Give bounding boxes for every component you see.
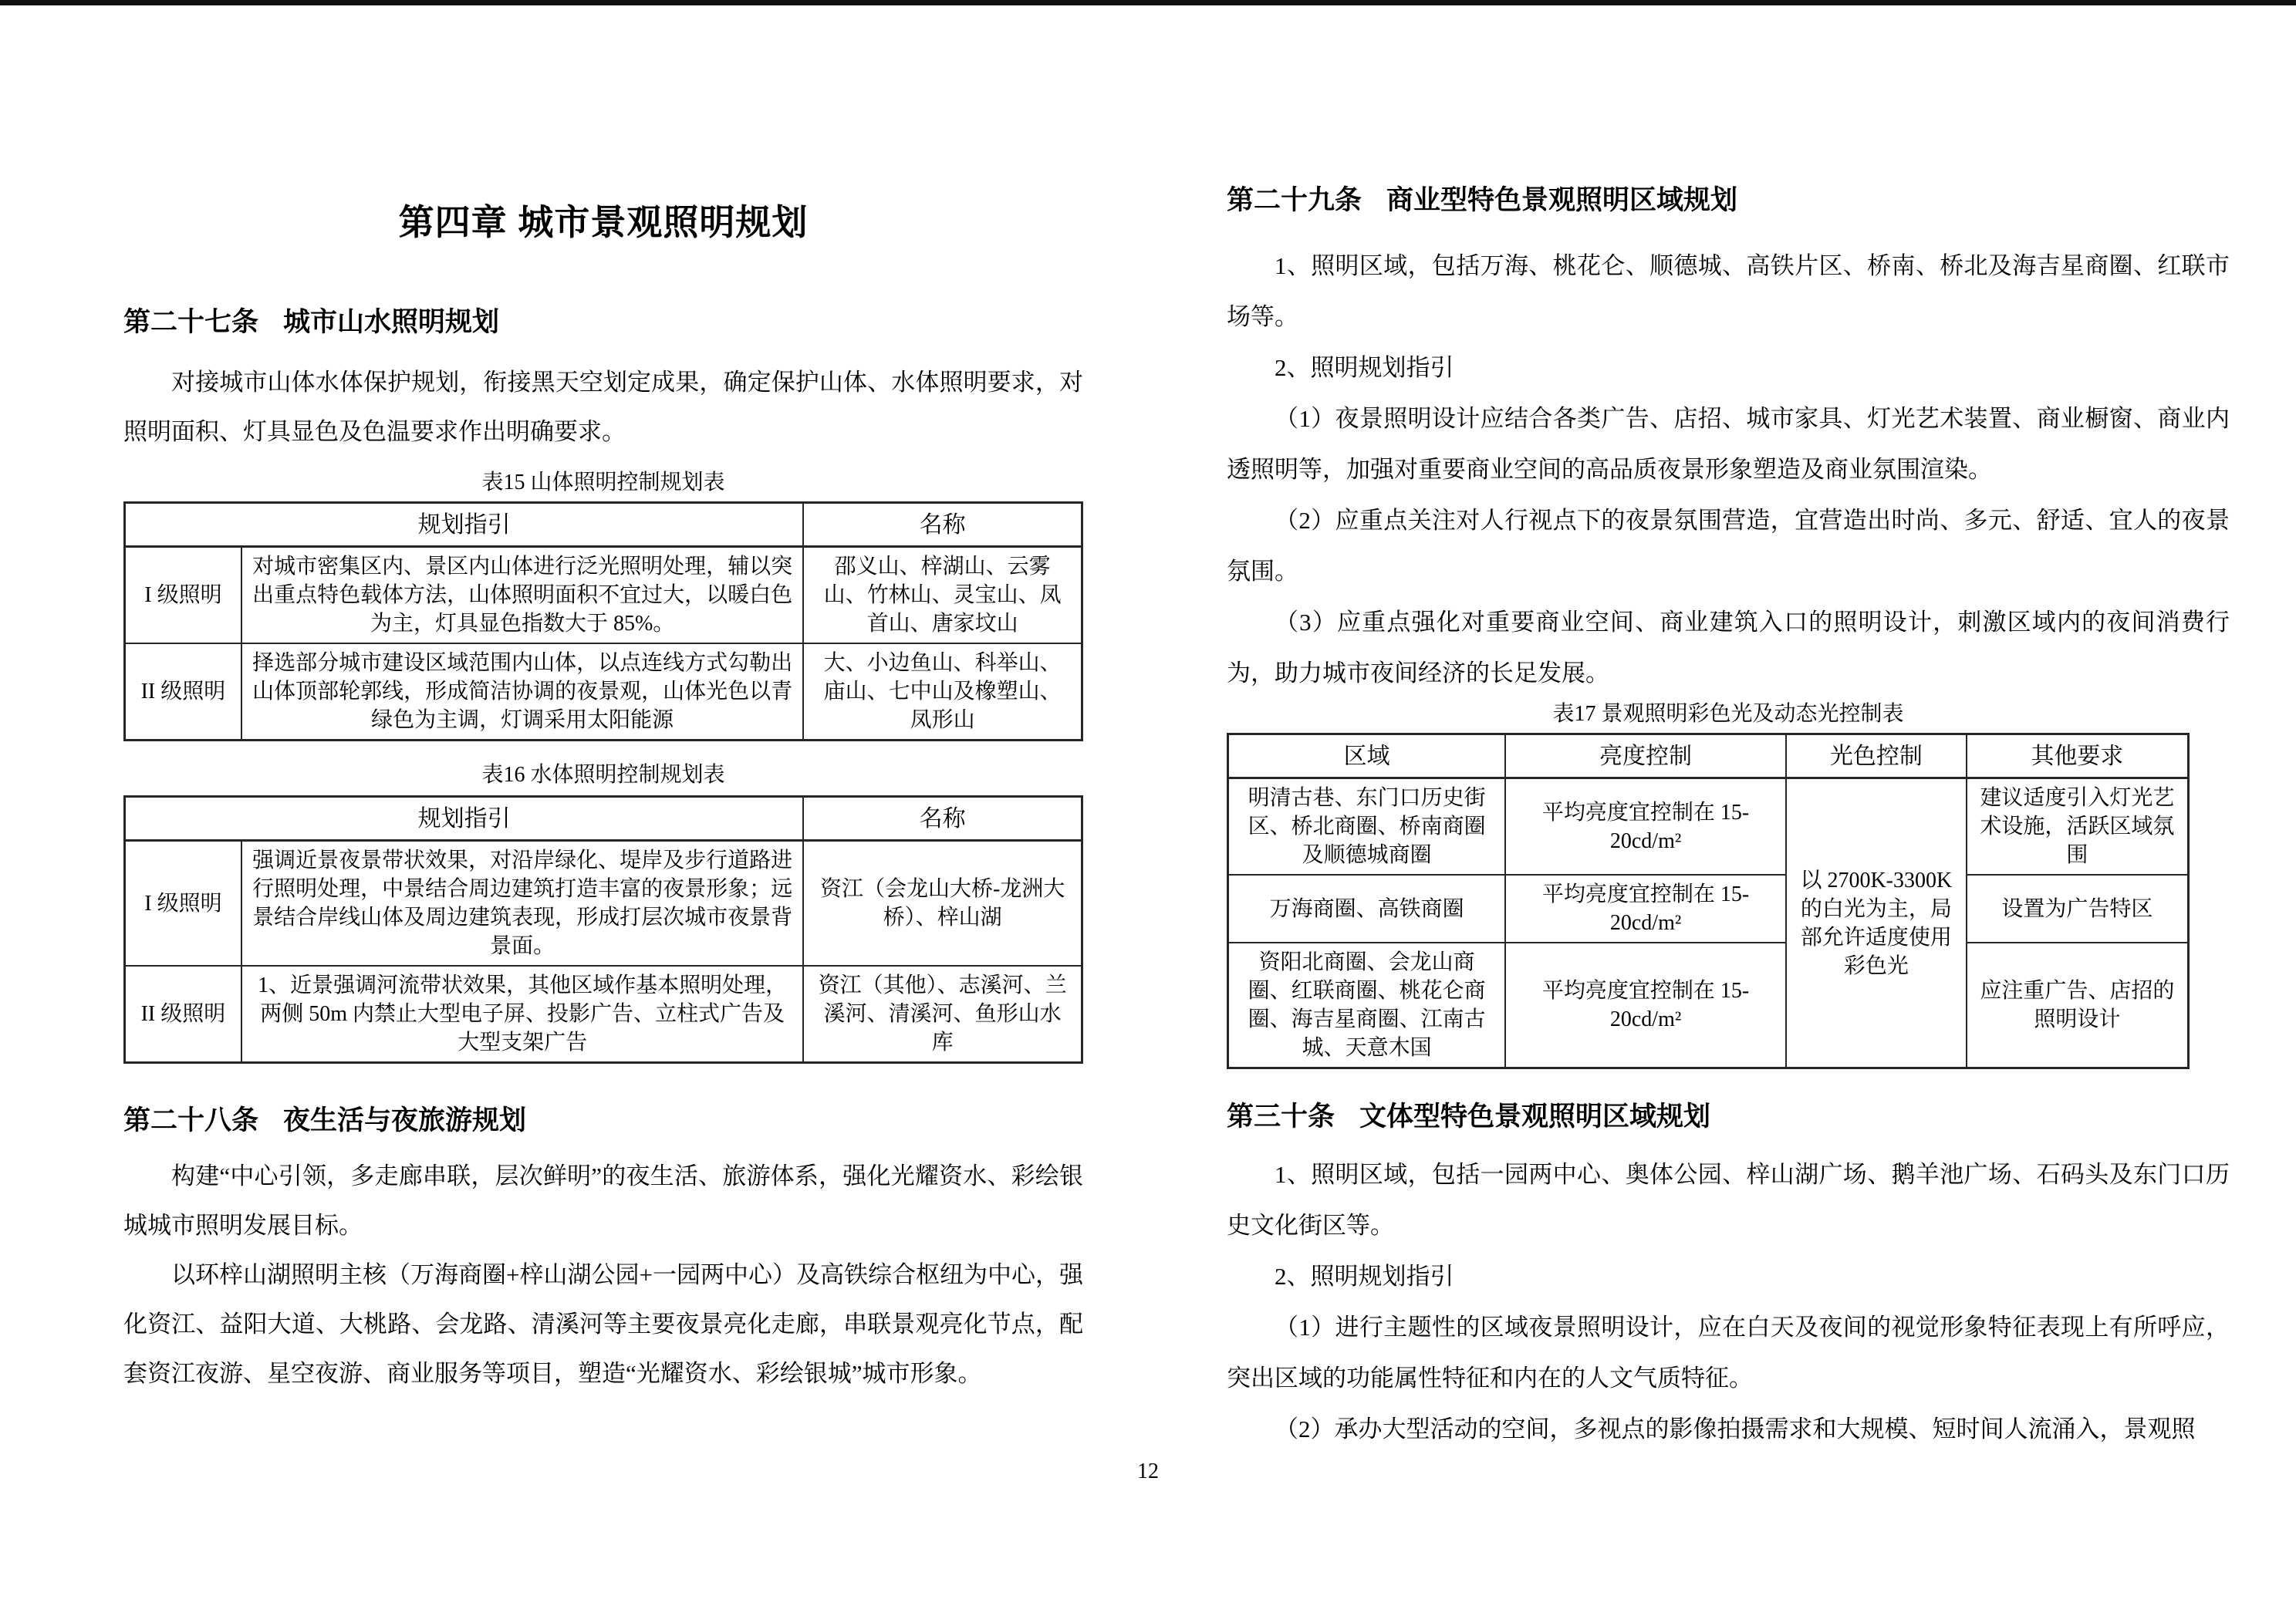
table-15-header-row bbox=[125, 503, 1082, 547]
table-row bbox=[1228, 778, 2189, 876]
section-30-heading bbox=[1227, 1100, 2230, 1134]
section-29-paragraph-5: （3）应重点强化对重要商业空间、商业建筑入口的照明设计，刺激区域内的夜间消费行为，助力城市夜间经济的长足发展。 bbox=[1227, 609, 2230, 687]
screenshot-top-edge bbox=[0, 0, 2296, 5]
table-15-header-guide: 规划指引 bbox=[125, 503, 804, 547]
table-15-row2-name: 大、小边鱼山、科举山、庙山、七中山及橡塑山、凤形山 bbox=[803, 643, 1082, 741]
table-15-row2-level: II 级照明 bbox=[125, 643, 241, 741]
table-17-row1-area: 明清古巷、东门口历史街区、桥北商圈、桥南商圈及顺德城商圈 bbox=[1228, 778, 1506, 876]
table-16-row1-guide: 强调近景夜景带状效果，对沿岸绿化、堤岸及步行道路进行照明处理，中景结合周边建筑打造丰富的夜景形象；远景结合岸线山体及周边建筑表现，形成打层次城市夜景背景面。 bbox=[241, 841, 803, 967]
table-16-row2-level: II 级照明 bbox=[125, 966, 241, 1063]
table-15-row1-name: 邵义山、梓湖山、云雾山、竹林山、灵宝山、凤首山、唐家坟山 bbox=[803, 547, 1082, 644]
section-30-paragraph-1: 1、照明区域，包括一园两中心、奥体公园、梓山湖广场、鹅羊池广场、石码头及东门口历史文化街区等。 bbox=[1227, 1161, 2230, 1239]
table-16-header-name: 名称 bbox=[803, 797, 1082, 841]
table-16-row1-level: I 级照明 bbox=[125, 841, 241, 967]
table-17-row2-area: 万海商圈、高铁商圈 bbox=[1228, 875, 1506, 943]
table-16-water-lighting bbox=[123, 795, 1083, 1064]
section-29-paragraph-3: （1）夜景照明设计应结合各类广告、店招、城市家具、灯光艺术装置、商业橱窗、商业内透照明等，加强对重要商业空间的高品质夜景形象塑造及商业氛围渲染。 bbox=[1227, 405, 2230, 483]
table-17-color-control-merged-cell: 以 2700K-3300K 的白光为主，局部允许适度使用彩色光 bbox=[1786, 778, 1967, 1068]
table-row bbox=[1228, 875, 2189, 943]
table-15-row1-level: I 级照明 bbox=[125, 547, 241, 644]
table-16-header-guide: 规划指引 bbox=[125, 797, 804, 841]
table-16-row1-name: 资江（会龙山大桥-龙洲大桥）、梓山湖 bbox=[803, 841, 1082, 967]
table-row bbox=[125, 966, 1082, 1063]
section-29-paragraph-2: 2、照明规划指引 bbox=[1275, 354, 1454, 381]
section-30-paragraph-2: 2、照明规划指引 bbox=[1275, 1263, 1454, 1290]
table-17-header-other: 其他要求 bbox=[1967, 734, 2189, 778]
section-29-number: 第二十九条 bbox=[1227, 185, 1362, 215]
table-17-caption: 表17 景观照明彩色光及动态光控制表 bbox=[1552, 702, 1904, 726]
table-17-header-area: 区域 bbox=[1228, 734, 1506, 778]
table-row bbox=[1228, 943, 2189, 1068]
table-15-row2-guide: 择选部分城市建设区域范围内山体，以点连线方式勾勒出山体顶部轮郭线，形成简洁协调的夜景观，山体光色以青绿色为主调，灯调采用太阳能源 bbox=[241, 643, 803, 741]
table-15-mountain-lighting bbox=[123, 501, 1083, 741]
left-column bbox=[123, 0, 1083, 1455]
table-16-row2-guide: 1、近景强调河流带状效果，其他区域作基本照明处理，两侧 50m 内禁止大型电子屏、投影广告、立柱式广告及大型支架广告 bbox=[241, 966, 803, 1063]
section-27-number: 第二十七条 bbox=[123, 307, 259, 337]
section-29-heading bbox=[1227, 184, 2230, 218]
section-27-title: 城市山水照明规划 bbox=[283, 307, 500, 337]
chapter-title: 第四章 城市景观照明规划 bbox=[398, 202, 809, 242]
table-17-row1-brightness: 平均亮度宜控制在 15-20cd/m² bbox=[1505, 778, 1786, 876]
table-16-header-row bbox=[125, 797, 1082, 841]
table-17-row2-brightness: 平均亮度宜控制在 15-20cd/m² bbox=[1505, 875, 1786, 943]
table-15-row1-guide: 对城市密集区内、景区内山体进行泛光照明处理，辅以突出重点特色载体方法，山体照明面积不宜过大，以暖白色为主，灯具显色指数大于 85%。 bbox=[241, 547, 803, 644]
section-30-paragraph-4: （2）承办大型活动的空间，多视点的影像拍摄需求和大规模、短时间人流涌入，景观照 bbox=[1275, 1415, 2196, 1442]
table-17-header-brightness: 亮度控制 bbox=[1505, 734, 1786, 778]
table-15-header-name: 名称 bbox=[803, 503, 1082, 547]
section-29-title: 商业型特色景观照明区域规划 bbox=[1386, 185, 1738, 215]
table-17-row3-other: 应注重广告、店招的照明设计 bbox=[1967, 943, 2189, 1068]
section-28-heading bbox=[123, 1104, 1083, 1138]
section-30-title: 文体型特色景观照明区域规划 bbox=[1359, 1102, 1711, 1132]
section-29-paragraph-1: 1、照明区域，包括万海、桃花仑、顺德城、高铁片区、桥南、桥北及海吉星商圈、红联市场等。 bbox=[1227, 252, 2230, 330]
table-row bbox=[125, 841, 1082, 967]
table-17-header-color: 光色控制 bbox=[1786, 734, 1967, 778]
section-29-paragraph-4: （2）应重点关注对人行视点下的夜景氛围营造，宜营造出时尚、多元、舒适、宜人的夜景氛围。 bbox=[1227, 507, 2230, 585]
table-16-row2-name: 资江（其他）、志溪河、兰溪河、清溪河、鱼形山水库 bbox=[803, 966, 1082, 1063]
section-30-paragraph-3: （1）进行主题性的区域夜景照明设计，应在白天及夜间的视觉形象特征表现上有所呼应，突出区域的功能属性特征和内在的人文气质特征。 bbox=[1227, 1314, 2230, 1392]
table-17-row3-brightness: 平均亮度宜控制在 15-20cd/m² bbox=[1505, 943, 1786, 1068]
section-28-number: 第二十八条 bbox=[123, 1105, 259, 1135]
table-row bbox=[125, 643, 1082, 741]
table-row bbox=[125, 547, 1082, 644]
right-column bbox=[1227, 0, 2230, 1455]
table-17-header-row bbox=[1228, 734, 2189, 778]
section-27-heading bbox=[123, 305, 1083, 339]
section-28-title: 夜生活与夜旅游规划 bbox=[283, 1105, 527, 1135]
table-16-caption: 表16 水体照明控制规划表 bbox=[481, 763, 725, 787]
section-27-paragraph: 对接城市山体水体保护规划，衔接黑天空划定成果，确定保护山体、水体照明要求，对照明面积、灯具显色及色温要求作出明确要求。 bbox=[123, 369, 1083, 445]
table-17-row1-other: 建议适度引入灯光艺术设施，活跃区域氛围 bbox=[1967, 778, 2189, 876]
table-15-caption: 表15 山体照明控制规划表 bbox=[481, 471, 725, 494]
section-28-paragraph-1: 构建“中心引领，多走廊串联，层次鲜明”的夜生活、旅游体系，强化光耀资水、彩绘银城城市照明发展目标。 bbox=[123, 1162, 1083, 1239]
section-28-paragraph-2: 以环梓山湖照明主核（万海商圈+梓山湖公园+一园两中心）及高铁综合枢纽为中心，强化资江、益阳大道、大桃路、会龙路、清溪河等主要夜景亮化走廊，串联景观亮化节点，配套资江夜游、星空夜游、商业服务等项目，塑造“光耀资水、彩绘银城”城市形象。 bbox=[123, 1261, 1083, 1387]
table-17-color-dynamic-light-control bbox=[1227, 733, 2190, 1069]
page-number: 12 bbox=[1137, 1459, 1159, 1483]
table-17-row2-other: 设置为广告特区 bbox=[1967, 875, 2189, 943]
table-17-row3-area: 资阳北商圈、会龙山商圈、红联商圈、桃花仑商圈、海吉星商圈、江南古城、天意木国 bbox=[1228, 943, 1506, 1068]
section-30-number: 第三十条 bbox=[1227, 1102, 1335, 1132]
